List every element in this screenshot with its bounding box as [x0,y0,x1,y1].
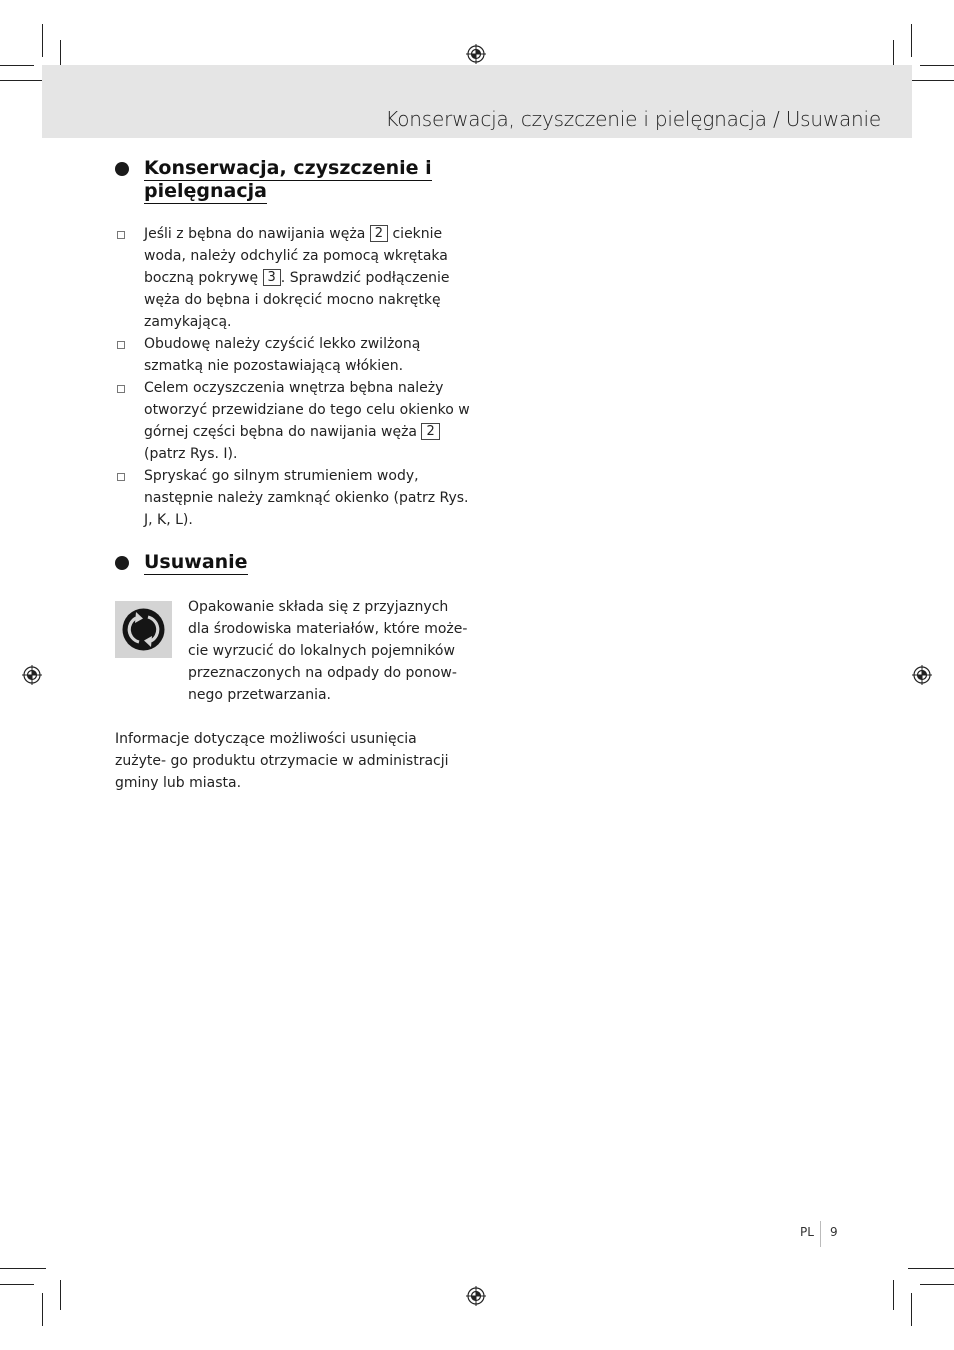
checkbox-square-icon [117,385,125,393]
crop-mark [0,65,34,66]
crop-mark [0,80,46,81]
page-number: 9 [830,1225,838,1239]
crop-mark [908,1268,954,1269]
crop-mark [60,1280,61,1310]
checkbox-square-icon [117,341,125,349]
bullet-dot-icon [115,556,129,570]
registration-mark-icon [466,44,486,64]
bullet-dot-icon [115,162,129,176]
checkbox-square-icon [117,231,125,239]
registration-mark-icon [22,665,42,685]
heading-line-2: pielęgnacja [144,180,267,202]
language-code: PL [800,1225,814,1239]
page-title: Konserwacja, czyszczenie i pielęgnacja / Usuwanie [385,107,881,131]
crop-mark [893,1280,894,1310]
crop-mark [911,24,912,57]
crop-mark [0,1284,34,1285]
crop-mark [920,1284,954,1285]
list-item: Obudowę należy czyścić lekko zwilżoną szmatką nie pozostawiającą włókien. [115,333,470,377]
product-disposal-info: Informacje dotyczące możliwości usunięcia zużyte- go produktu otrzymacie w administracji gminy lub miasta. [115,731,449,791]
crop-mark [42,24,43,57]
part-reference-badge: 3 [263,269,281,286]
crop-mark [0,1268,46,1269]
checkbox-square-icon [117,473,125,481]
maintenance-list [115,223,470,531]
part-reference-badge: 2 [370,225,388,242]
footer-divider [820,1221,821,1247]
packaging-disposal-text: Opakowanie składa się z przyjaznych dla środowiska materiałów, które może- cie wyrzucić do lokalnych pojemników przeznaczonych na odpady do ponow- nego przetwarzania. [188,599,468,703]
registration-mark-icon [466,1286,486,1306]
registration-mark-icon [912,665,932,685]
section-heading-disposal [115,551,465,574]
crop-mark [908,80,954,81]
crop-mark [920,65,954,66]
heading-text: Usuwanie [144,551,248,573]
crop-mark [911,1293,912,1326]
heading-line-1: Konserwacja, czyszczenie i [144,157,432,179]
part-reference-badge: 2 [421,423,439,440]
green-dot-recycling-icon [115,601,172,658]
crop-mark [42,1293,43,1326]
list-item: Celem oczyszczenia wnętrza bębna należy otworzyć przewidziane do tego celu okienko w górnej części bębna do nawijania węża 2 (patrz Rys. I). [115,377,470,465]
list-item: Spryskać go silnym strumieniem wody, następnie należy zamknąć okienko (patrz Rys. J, K, L). [115,465,470,531]
section-heading-maintenance [115,157,465,203]
list-item: Jeśli z bębna do nawijania węża 2 cieknie woda, należy odchylić za pomocą wkrętaka boczną pokrywę 3 . Sprawdzić podłączenie węża do bębna i dokręcić mocno nakrętkę zamykającą. [115,223,470,333]
